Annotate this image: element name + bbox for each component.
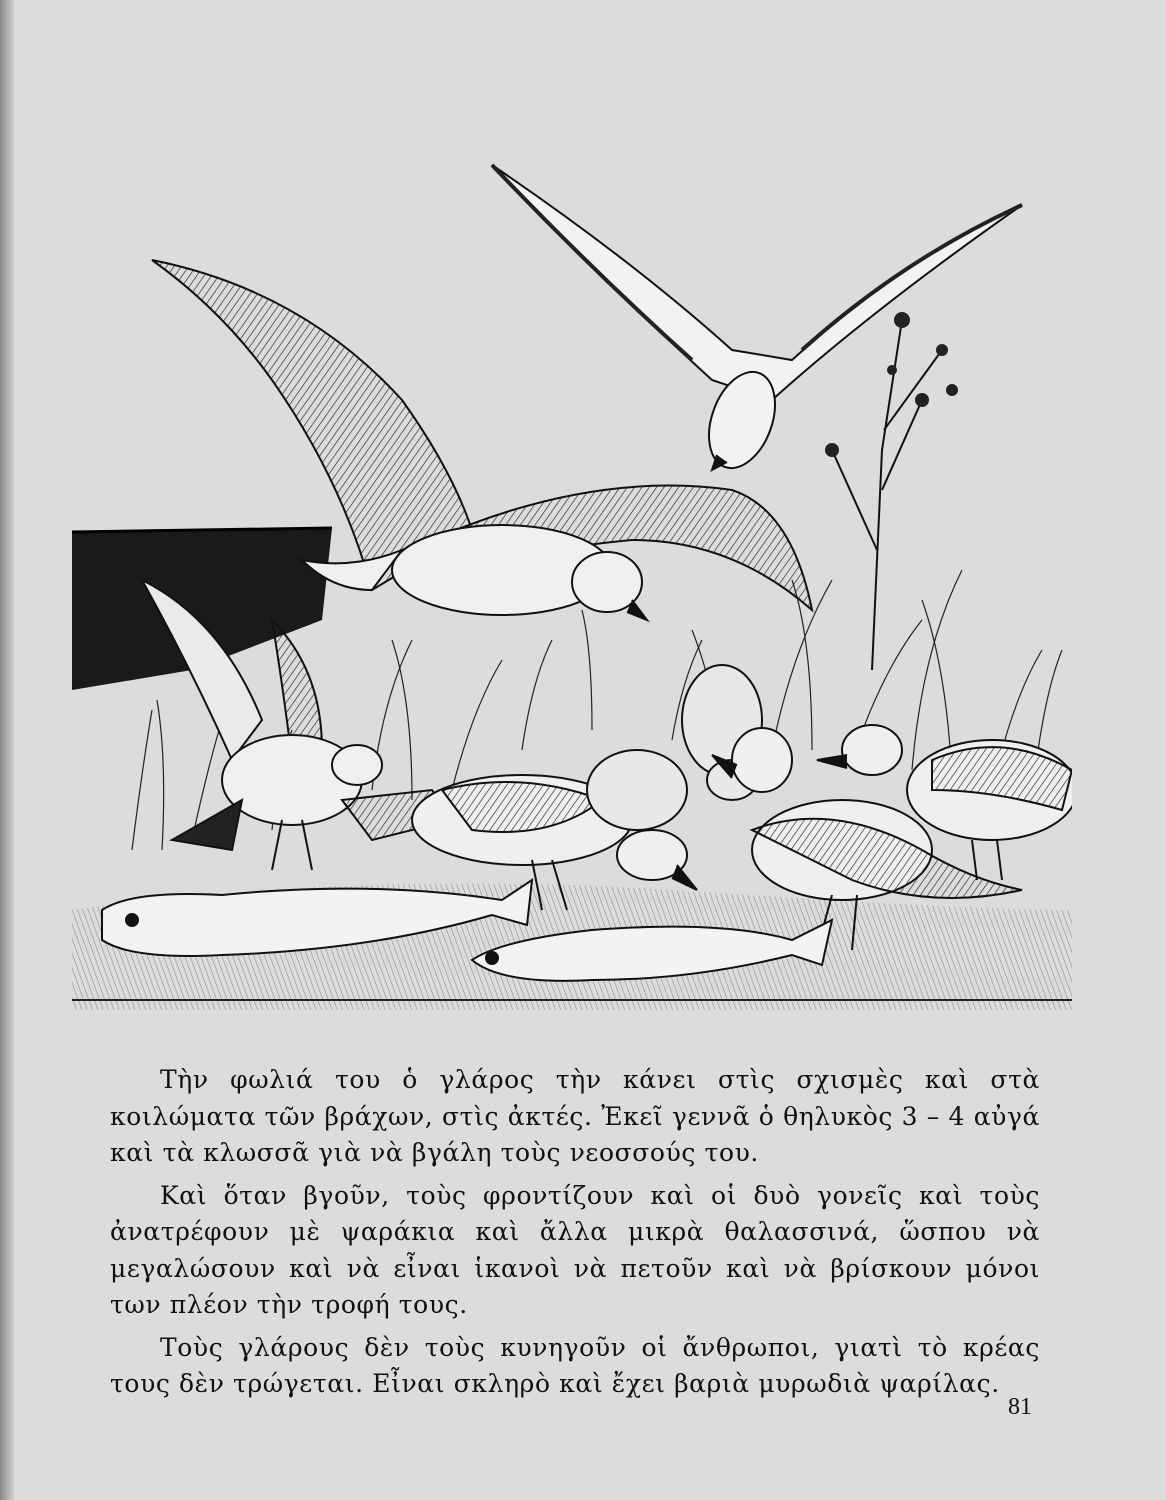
- page-edge-shadow: [0, 0, 14, 1500]
- paragraph-raising-chicks: Καὶ ὅταν βγοῦν, τοὺς φροντίζουν καὶ οἱ δυὸ γονεῖς καὶ τοὺς ἀνατρέφουν μὲ ψαράκια καὶ ἄλλα μικρὰ θαλασσινά, ὥσπου νὰ μεγαλώσουν καὶ νὰ εἶναι ἱκανοὶ νὰ πετοῦν καὶ νὰ βρίσκουν μόνοι των πλέον τὴν τροφή τους.: [110, 1180, 1040, 1319]
- flying-gull-top: [492, 165, 1022, 477]
- body-text: [110, 1062, 1040, 1409]
- paragraph-hunting: Τοὺς γλάρους δὲν τοὺς κυνηγοῦν οἱ ἄνθρωποι, γιατὶ τὸ κρέας τους δὲν τρώγεται. Εἶναι σκληρὸ καὶ ἔχει βαριὰ μυρωδιὰ ψαρίλας.: [110, 1332, 1040, 1398]
- thistle-plant: [832, 320, 942, 670]
- seagulls-illustration: [72, 150, 1072, 1020]
- paragraph-nest: Τὴν φωλιά του ὁ γλάρος τὴν κάνει στὶς σχισμὲς καὶ στὰ κοιλώματα τῶν βράχων, στὶς ἀκτές. Ἐκεῖ γεννᾶ ὁ θηλυκὸς 3 – 4 αὐγά καὶ τὰ κλωσσᾶ γιὰ νὰ βγάλη τοὺς νεοσσούς του.: [110, 1065, 1040, 1167]
- page-number: 81: [1008, 1394, 1032, 1420]
